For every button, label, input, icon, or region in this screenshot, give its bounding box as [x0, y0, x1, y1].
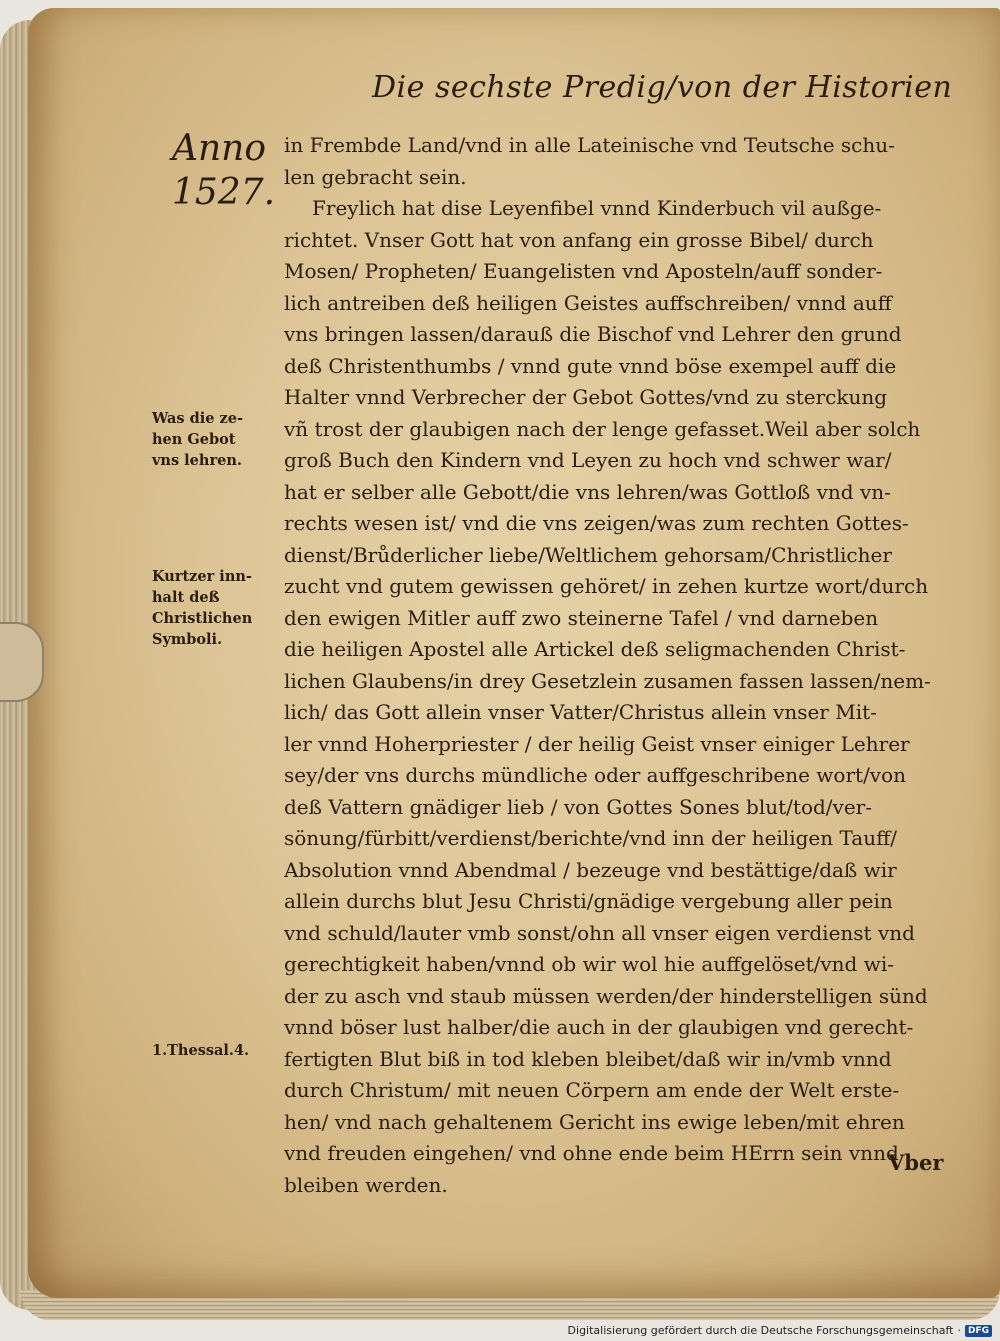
text-line: dienst/Brůderlicher liebe/Weltlichem gehorsam/Christlicher: [284, 542, 892, 567]
text-line: deß Christenthumbs / vnnd gute vnnd böse exempel auff die: [284, 353, 897, 378]
text-line: hat er selber alle Gebott/die vns lehren/was Gottloß vnd vn-: [284, 479, 891, 504]
margin-note-zehn-gebot: [152, 408, 272, 471]
margin-note-line: Symboli.: [152, 631, 223, 648]
text-line: lichen Glaubens/in drey Gesetzlein zusamen fassen lassen/nem-: [284, 668, 931, 693]
text-line: sönung/fürbitt/verdienst/berichte/vnd inn der heiligen Tauff/: [284, 826, 898, 850]
margin-note-line: vns lehren.: [152, 452, 242, 469]
text-line: Absolution vnnd Abendmal / bezeuge vnd bestättige/daß wir: [284, 857, 897, 882]
text-line: der zu asch vnd staub müssen werden/der hinderstelligen sünd: [284, 983, 928, 1008]
text-line: hen/ vnd nach gehaltenem Gericht ins ewige leben/mit ehren: [284, 1109, 905, 1134]
margin-note-symboli: [152, 566, 272, 650]
year-label-anno: Anno: [172, 128, 267, 169]
text-line: zucht vnd gutem gewissen gehöret/ in zehen kurtze wort/durch: [284, 574, 929, 598]
text-line: lich antreiben deß heiligen Geistes auffschreiben/ vnnd auff: [284, 290, 892, 315]
text-line: groß Buch den Kindern vnd Leyen zu hoch vnd schwer war/: [284, 448, 892, 472]
margin-note-line: Christlichen: [152, 610, 253, 627]
text-line: vnd schuld/lauter vmb sonst/ohn all vnser eigen verdienst vnd: [284, 920, 915, 945]
body-text: [284, 130, 950, 1201]
text-line: sey/der vns durchs mündliche oder auffgeschribene wort/von: [284, 763, 907, 787]
text-line: len gebracht sein.: [284, 164, 467, 189]
text-line: vñ trost der glaubigen nach der lenge gefasset.Weil aber solch: [284, 416, 921, 441]
text-line: den ewigen Mitler auff zwo steinerne Tafel / vnd darneben: [284, 605, 879, 630]
margin-note-line: 1.Thessal.4.: [152, 1042, 250, 1059]
text-line: richtet. Vnser Gott hat von anfang ein grosse Bibel/ durch: [284, 227, 874, 252]
dfg-logo-icon: DFG: [965, 1325, 992, 1337]
text-line: vnd freuden eingehen/ vnd ohne ende beim HErrn sein vnnd: [284, 1141, 899, 1165]
text-line: Halter vnnd Verbrecher der Gebot Gottes/vnd zu sterckung: [284, 385, 888, 409]
text-line: vns bringen lassen/darauß die Bischof vnd Lehrer den grund: [284, 322, 902, 346]
margin-note-line: Kurtzer inn-: [152, 568, 252, 585]
text-line: fertigten Blut biß in tod kleben bleibet/daß wir in/vmb vnnd: [284, 1046, 892, 1071]
text-line: durch Christum/ mit neuen Cörpern am ende der Welt erste-: [284, 1078, 900, 1102]
book-clasp-tab: [0, 622, 44, 702]
text-line: allein durchs blut Jesu Christi/gnädige vergebung aller pein: [284, 889, 893, 913]
text-line: Mosen/ Propheten/ Euangelisten vnd Aposteln/auff sonder-: [284, 259, 883, 283]
credit-text: Digitalisierung gefördert durch die Deutsche Forschungsgemeinschaft: [567, 1324, 954, 1337]
text-line: rechts wesen ist/ vnd die vns zeigen/was zum rechten Gottes-: [284, 511, 909, 535]
text-line: die heiligen Apostel alle Artickel deß seligmachenden Christ-: [284, 637, 906, 661]
running-title: Die sechste Predig/von der Historien: [372, 70, 953, 105]
text-line: lich/ das Gott allein vnser Vatter/Christus allein vnser Mit-: [284, 700, 877, 724]
margin-note-line: Was die ze-: [152, 410, 244, 427]
text-line: gerechtigkeit haben/vnnd ob wir wol hie auffgelöset/vnd wi-: [284, 952, 894, 976]
digitization-credit: Digitalisierung gefördert durch die Deutsche Forschungsgemeinschaft · DFG: [568, 1324, 992, 1337]
text-line: in Frembde Land/vnd in alle Lateinische vnd Teutsche schu-: [284, 133, 895, 157]
margin-note-thessal: [152, 1040, 272, 1061]
text-line: ler vnnd Hoherpriester / der heilig Geist vnser einiger Lehrer: [284, 731, 910, 756]
text-line: vnnd böser lust halber/die auch in der glaubigen vnd gerecht-: [284, 1015, 914, 1039]
margin-note-line: hen Gebot: [152, 431, 236, 448]
text-line: Freylich hat dise Leyenfibel vnnd Kinderbuch vil außge-: [312, 196, 882, 220]
text-line: deß Vattern gnädiger lieb / von Gottes Sones blut/tod/ver-: [284, 794, 872, 819]
year-label-number: 1527.: [172, 172, 276, 213]
text-line: bleiben werden.: [284, 1172, 448, 1197]
margin-note-line: halt deß: [152, 589, 220, 606]
catchword: Vber: [888, 1150, 944, 1175]
